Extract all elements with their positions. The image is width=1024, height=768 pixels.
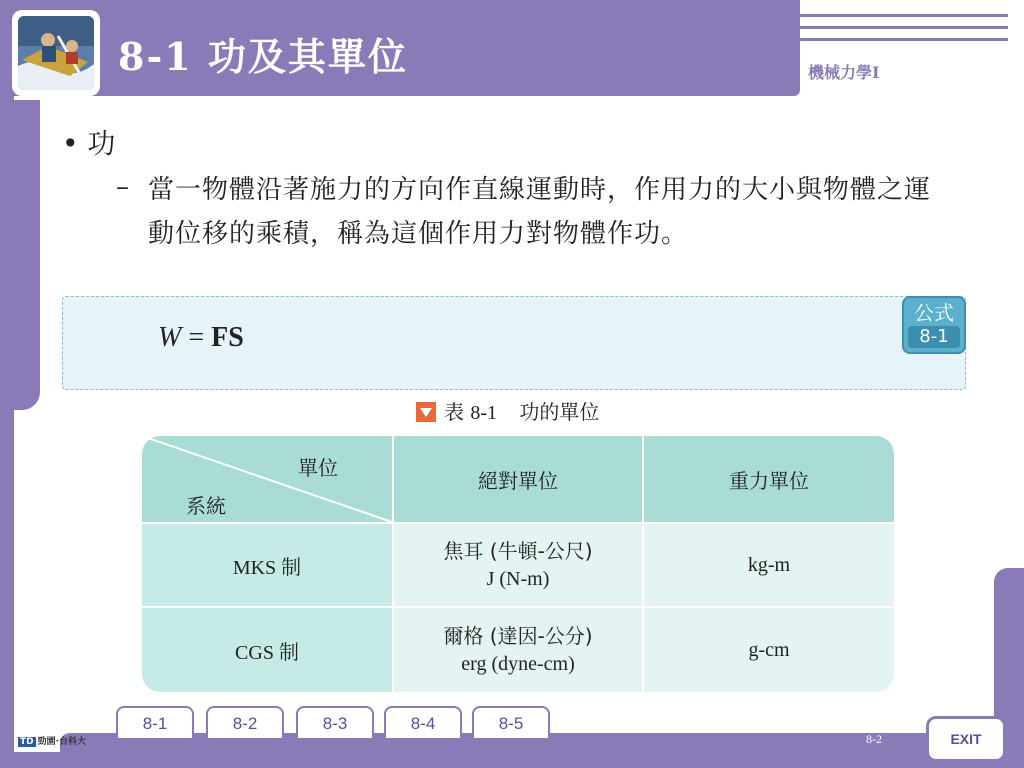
cgs-absolute-symbol: erg (dyne-cm): [461, 653, 575, 675]
bullet-heading: • 功: [62, 127, 116, 160]
mks-absolute-name: 焦耳 (牛頓-公尺): [443, 539, 593, 563]
formula-badge-number: 8-1: [908, 326, 960, 348]
formula-lhs: W: [158, 322, 182, 353]
publisher-name: 勁園·台科大: [37, 737, 87, 747]
nav-button-8-1[interactable]: 8-1: [116, 706, 194, 740]
table-cell-cgs-absolute: [394, 608, 642, 692]
table-caption-title: 功的單位: [519, 400, 600, 424]
column-header-gravity: 重力單位: [644, 436, 894, 522]
sub-bullet-dash: –: [116, 172, 129, 202]
table-corner-cell: [142, 436, 392, 522]
diagonal-divider: [142, 436, 392, 522]
nav-button-8-2[interactable]: 8-2: [206, 706, 284, 740]
row-header-cgs: CGS 制: [142, 608, 392, 692]
nav-button-8-4[interactable]: 8-4: [384, 706, 462, 740]
header-photo: [18, 16, 94, 90]
formula-badge: [902, 296, 966, 354]
publisher-logo-mark: TD: [20, 737, 34, 747]
table-cell-mks-gravity: kg-m: [644, 524, 894, 606]
table-caption-label: 表: [444, 400, 464, 424]
page-title: 8-1 功及其單位: [118, 34, 408, 79]
frame-bottom: [0, 752, 1024, 768]
exit-button[interactable]: EXIT: [926, 716, 1006, 762]
corner-label-unit: 單位: [298, 456, 338, 480]
formula-equals: =: [181, 322, 212, 353]
definition-text: 當一物體沿著施力的方向作直線運動時，作用力的大小與物體之運動位移的乘積，稱為這個作用力對物體作功。: [148, 175, 932, 249]
table-cell-mks-absolute: [394, 524, 642, 606]
units-table: [142, 436, 894, 692]
frame-left: [0, 0, 14, 768]
row-header-mks: MKS 制: [142, 524, 392, 606]
corner-label-system: 系統: [186, 494, 226, 518]
nav-button-8-3[interactable]: 8-3: [296, 706, 374, 740]
course-name: 機械力學I: [808, 63, 880, 82]
table-caption: [416, 396, 599, 425]
publisher-logo: [18, 734, 86, 747]
header-stripes: [800, 0, 1024, 52]
formula-rhs: FS: [211, 322, 244, 353]
rafting-photo-icon: [18, 16, 94, 90]
nav-button-8-5[interactable]: 8-5: [472, 706, 550, 740]
formula-badge-label: 公式: [914, 301, 954, 325]
mks-absolute-symbol: J (N-m): [486, 568, 550, 590]
frame-left-accent: [14, 100, 40, 410]
triangle-down-icon: [416, 402, 436, 422]
column-header-absolute: 絕對單位: [394, 436, 642, 522]
page-number: 8-2: [866, 732, 882, 746]
formula: [158, 322, 244, 354]
cgs-absolute-name: 爾格 (達因-公分): [443, 624, 593, 648]
table-cell-cgs-gravity: g-cm: [644, 608, 894, 692]
table-caption-number: 8-1: [470, 402, 498, 424]
